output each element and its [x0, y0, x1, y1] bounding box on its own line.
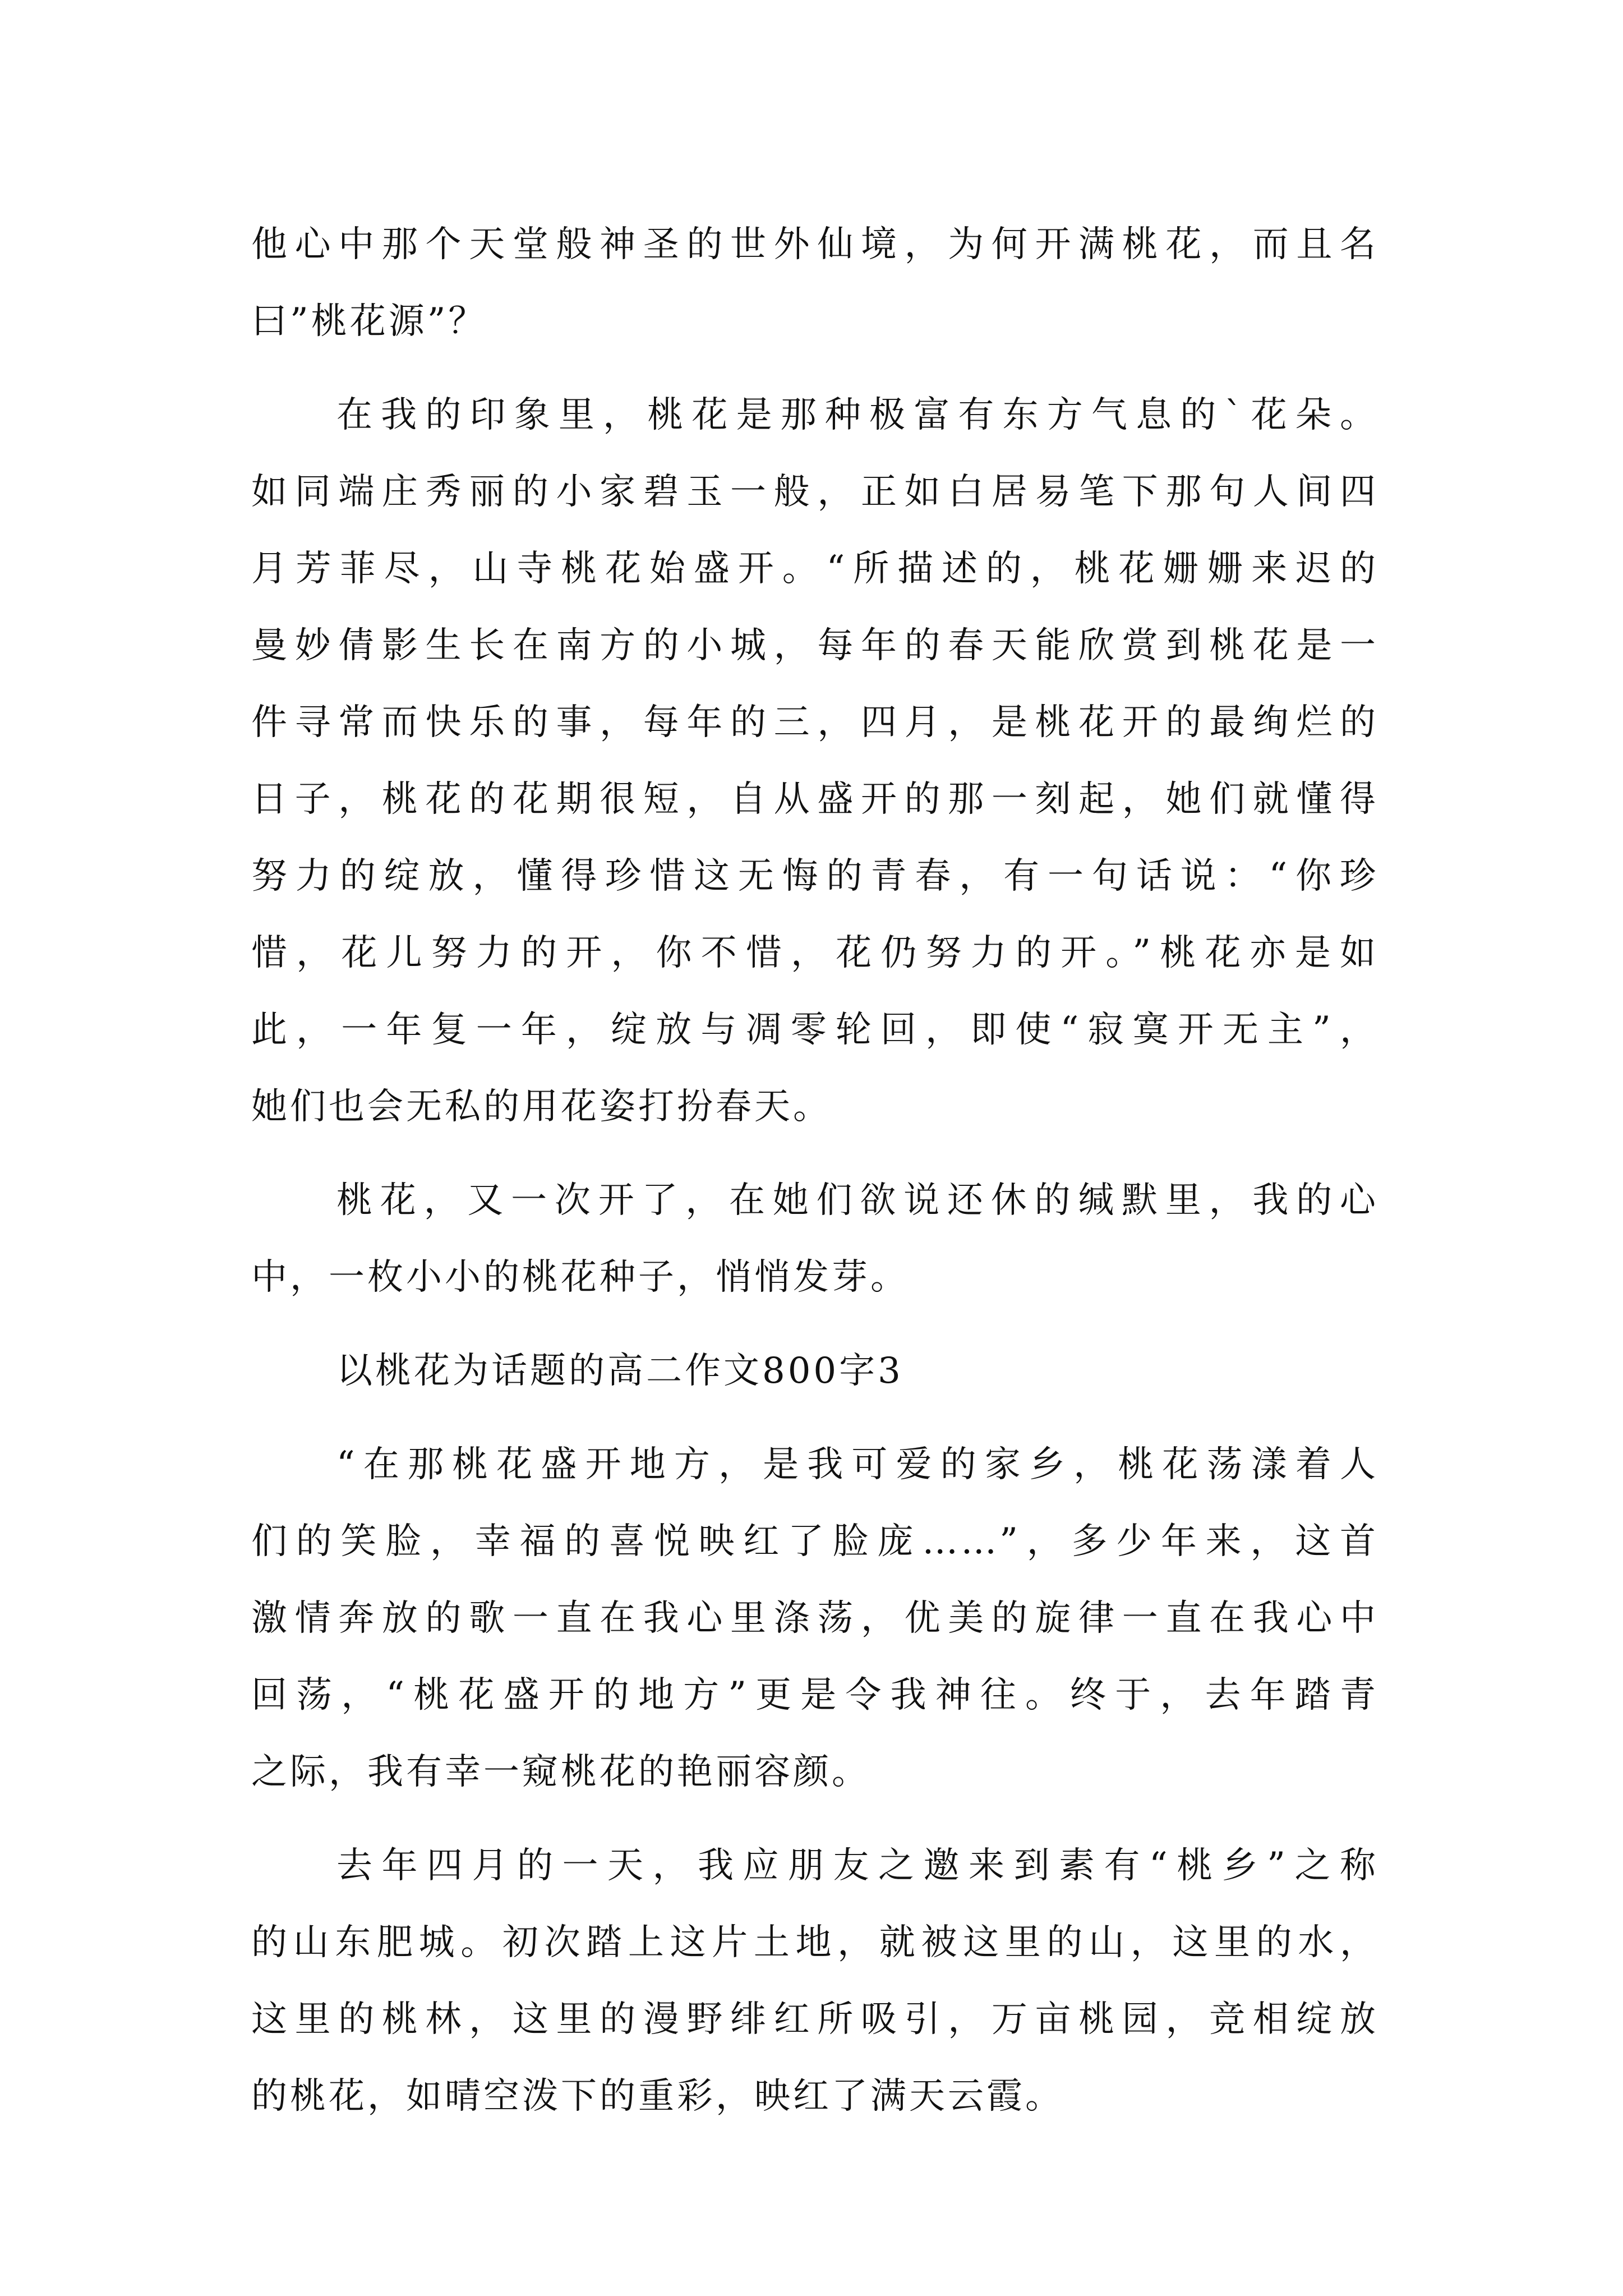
text-line: 去年四月的一天，我应朋友之邀来到素有“桃乡”之称	[336, 1845, 1378, 1887]
text-line: 曰”桃花源”？	[251, 301, 487, 342]
text-line: “在那桃花盛开地方，是我可爱的家乡，桃花荡漾着人	[336, 1444, 1378, 1485]
text-line: 她们也会无私的用花姿打扮春天。	[251, 1086, 832, 1128]
paragraph	[251, 1162, 1378, 1316]
text-line: 努力的绽放，懂得珍惜这无悔的青春，有一句话说：“你珍	[251, 855, 1378, 897]
text-line: 这里的桃林，这里的漫野绯红所吸引，万亩桃园，竞相绽放	[251, 1999, 1378, 2040]
text-line: 此，一年复一年，绽放与凋零轮回，即使“寂寞开无主”，	[251, 1009, 1378, 1051]
text-line: 的山东肥城。初次踏上这片土地，就被这里的山，这里的水，	[251, 1922, 1378, 1963]
heading-line: 以桃花为话题的高二作文800字3	[336, 1350, 903, 1392]
text-line: 回荡，“桃花盛开的地方”更是令我神往。终于，去年踏青	[251, 1674, 1378, 1716]
text-line: 月芳菲尽，山寺桃花始盛开。“所描述的，桃花姗姗来迟的	[251, 548, 1378, 590]
essay-text	[251, 206, 1378, 2135]
text-line: 他心中那个天堂般神圣的世外仙境，为何开满桃花，而且名	[251, 224, 1378, 265]
text-line: 惜，花儿努力的开，你不惜，花仍努力的开。”桃花亦是如	[251, 932, 1378, 974]
paragraph	[251, 206, 1378, 360]
text-line: 激情奔放的歌一直在我心里涤荡，优美的旋律一直在我心中	[251, 1598, 1378, 1639]
paragraph	[251, 1427, 1378, 1811]
text-line: 中，一枚小小的桃花种子，悄悄发芽。	[251, 1257, 909, 1298]
text-line: 如同端庄秀丽的小家碧玉一般，正如白居易笔下那句人间四	[251, 471, 1378, 513]
text-line: 在我的印象里，桃花是那种极富有东方气息的`花朵。	[336, 394, 1378, 436]
paragraph	[251, 377, 1378, 1145]
section-heading	[251, 1333, 1378, 1410]
text-line: 之际，我有幸一窥桃花的艳丽容颜。	[251, 1751, 870, 1793]
text-line: 们的笑脸，幸福的喜悦映红了脸庞……”，多少年来，这首	[251, 1521, 1378, 1562]
text-line: 件寻常而快乐的事，每年的三，四月，是桃花开的最绚烂的	[251, 702, 1378, 743]
text-line: 桃花，又一次开了，在她们欲说还休的缄默里，我的心	[336, 1180, 1378, 1221]
text-line: 日子，桃花的花期很短，自从盛开的那一刻起，她们就懂得	[251, 779, 1378, 820]
paragraph	[251, 1828, 1378, 2135]
text-line: 曼妙倩影生长在南方的小城，每年的春天能欣赏到桃花是一	[251, 625, 1378, 666]
text-line: 的桃花，如晴空泼下的重彩，映红了满天云霞。	[251, 2076, 1064, 2117]
